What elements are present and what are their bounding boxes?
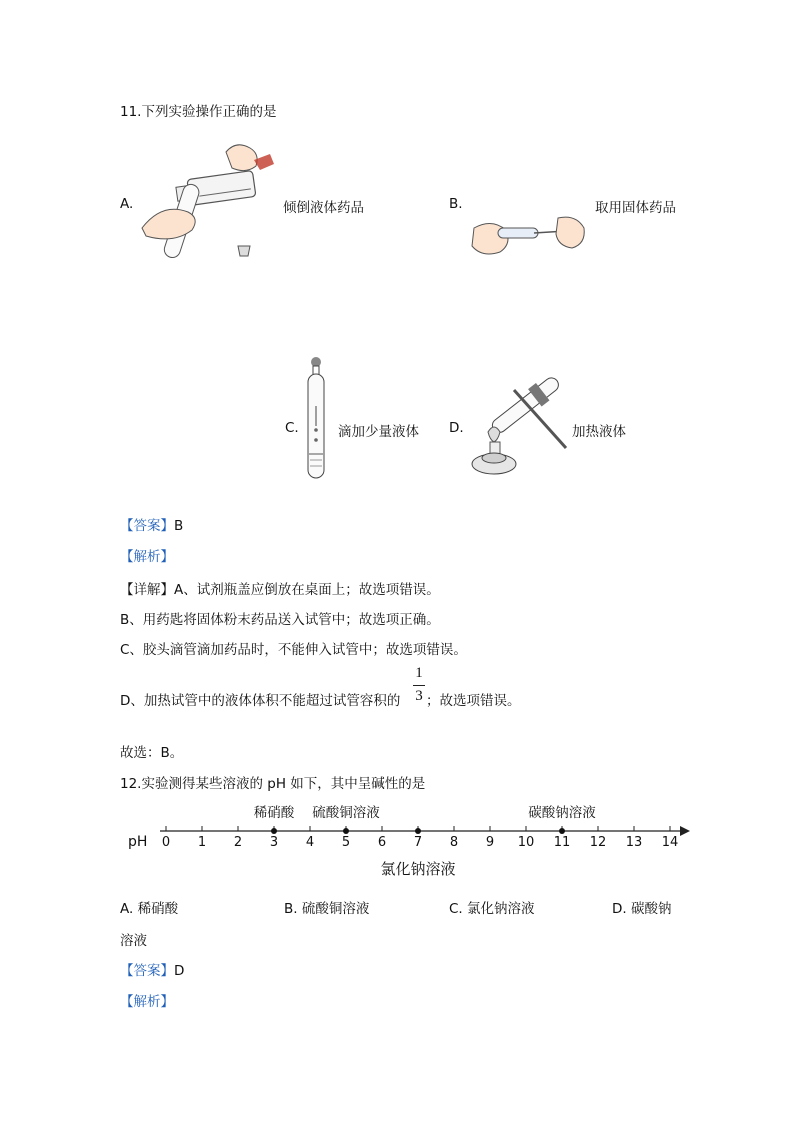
q12-answer xyxy=(120,959,184,979)
ph-tick-label: 2 xyxy=(233,835,243,850)
ph-tick-label: 1 xyxy=(197,835,207,850)
ph-tick-label: 14 xyxy=(661,835,679,850)
q12-option-b: B. 硫酸铜溶液 xyxy=(284,901,370,917)
conclusion: 故选：B。 xyxy=(120,745,184,761)
pouring-liquid-illustration xyxy=(136,134,286,264)
detail-tag: 【详解】 xyxy=(120,582,174,598)
ph-marker-label: 氯化钠溶液 xyxy=(380,860,456,878)
ph-marker-dot xyxy=(415,828,421,834)
ph-marker-label: 硫酸铜溶液 xyxy=(312,805,380,821)
detail-line-d-before: D、加热试管中的液体体积不能超过试管容积的 xyxy=(120,693,401,709)
option-b-label: 取用固体药品 xyxy=(595,200,676,216)
detail-a-text: A、试剂瓶盖应倒放在桌面上；故选项错误。 xyxy=(174,582,440,598)
ph-marker-dot xyxy=(271,828,277,834)
ph-tick-label: 9 xyxy=(485,835,495,850)
q12-analysis-tag: 【解析】 xyxy=(120,994,174,1010)
ph-tick-label: 5 xyxy=(341,835,351,850)
ph-tick-label: 7 xyxy=(413,835,423,850)
ph-axis-label: pH xyxy=(128,834,148,850)
ph-marker-label: 碳酸钠溶液 xyxy=(528,805,596,821)
ph-marker-dot xyxy=(559,828,565,834)
ph-tick-label: 6 xyxy=(377,835,387,850)
detail-line-c: C、胶头滴管滴加药品时，不能伸入试管中；故选项错误。 xyxy=(120,642,467,658)
answer-tag: 【答案】 xyxy=(120,518,174,534)
heating-liquid-illustration xyxy=(466,376,570,482)
question-12-title: 12.实验测得某些溶液的 pH 如下，其中呈碱性的是 xyxy=(120,776,426,792)
ph-marker-dot xyxy=(343,828,349,834)
ph-tick-label: 13 xyxy=(625,835,643,850)
option-c-label: 滴加少量液体 xyxy=(338,424,419,440)
answer-value: B xyxy=(174,518,184,534)
option-d-label: 加热液体 xyxy=(572,424,626,440)
ph-tick-label: 10 xyxy=(517,835,535,850)
answer-tag: 【答案】 xyxy=(120,963,174,979)
detail-line-b: B、用药匙将固体粉末药品送入试管中；故选项正确。 xyxy=(120,612,440,628)
option-a-label: 倾倒液体药品 xyxy=(283,200,364,216)
analysis-tag: 【解析】 xyxy=(120,549,174,565)
ph-tick-label: 0 xyxy=(161,835,171,850)
taking-solid-illustration xyxy=(470,210,590,266)
answer-value: D xyxy=(174,963,185,979)
q11-answer xyxy=(120,514,183,534)
option-a-letter: A. xyxy=(120,196,134,212)
fraction-numerator: 1 xyxy=(415,665,423,681)
detail-line-a xyxy=(120,578,440,598)
ph-scale xyxy=(120,795,700,885)
detail-line-d-after: ；故选项错误。 xyxy=(426,693,521,709)
ph-axis-arrow xyxy=(680,826,690,836)
dropper-illustration xyxy=(300,352,332,482)
fraction-bar xyxy=(413,685,425,686)
q12-option-c: C. 氯化钠溶液 xyxy=(449,901,535,917)
ph-tick-label: 3 xyxy=(269,835,279,850)
ph-marker-label: 稀硝酸 xyxy=(253,805,295,821)
ph-tick-label: 8 xyxy=(449,835,459,850)
q12-option-d: D. 碳酸钠 xyxy=(612,901,672,917)
option-c-letter: C. xyxy=(285,420,299,436)
question-11-title: 11.下列实验操作正确的是 xyxy=(120,104,277,120)
ph-tick-label: 4 xyxy=(305,835,315,850)
option-b-letter: B. xyxy=(449,196,463,212)
q12-option-d-cont: 溶液 xyxy=(120,933,147,949)
ph-tick-label: 12 xyxy=(589,835,607,850)
ph-tick-label: 11 xyxy=(553,835,571,850)
q12-option-a: A. 稀硝酸 xyxy=(120,901,179,917)
fraction-denominator: 3 xyxy=(415,688,423,704)
option-d-letter: D. xyxy=(449,420,464,436)
